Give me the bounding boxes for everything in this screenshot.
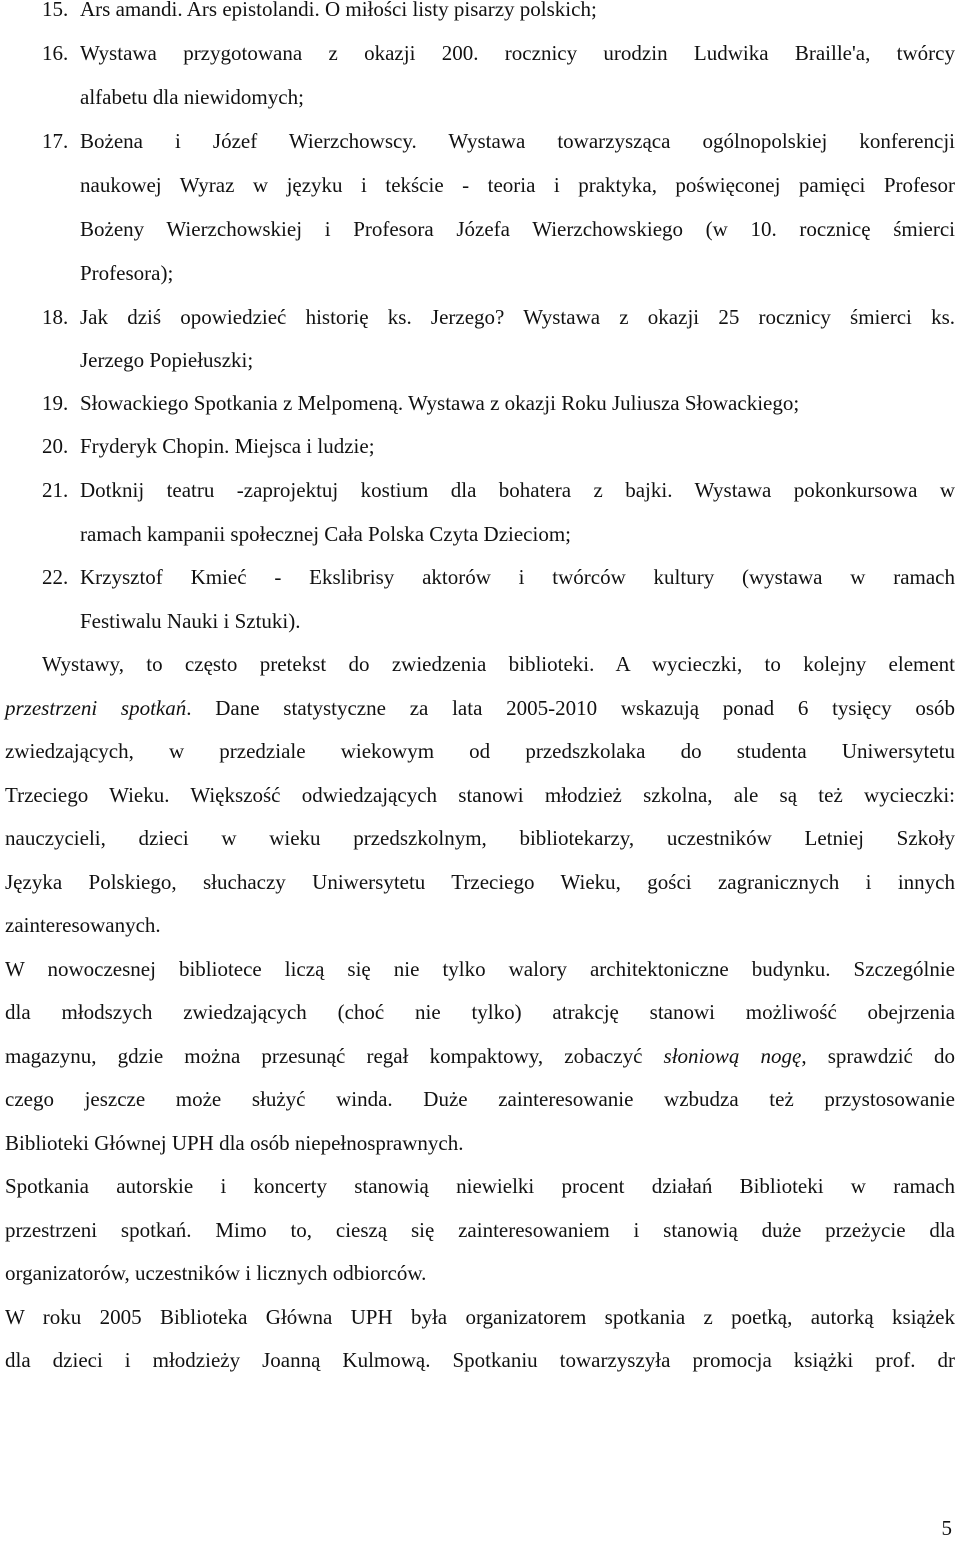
- paragraph-text: , sprawdzić do: [801, 1044, 955, 1068]
- list-text-continued: naukowej Wyraz w języku i tekście - teoria i praktyka, poświęconej pamięci Profesor: [80, 173, 955, 197]
- list-item: [42, 40, 955, 66]
- paragraph-line: Wystawy, to często pretekst do zwiedzenia biblioteki. A wycieczki, to kolejny element: [42, 652, 955, 676]
- paragraph-line: zainteresowanych.: [5, 913, 161, 937]
- list-text-continued: Jerzego Popiełuszki;: [80, 348, 254, 372]
- list-text: Krzysztof Kmieć - Ekslibrisy aktorów i twórców kultury (wystawa w ramach: [80, 565, 955, 589]
- paragraph-line: Trzeciego Wieku. Większość odwiedzających stanowi młodzież szkolna, ale są też wycieczki:: [5, 783, 955, 807]
- list-item: [42, 564, 955, 590]
- list-text: Bożena i Józef Wierzchowscy. Wystawa towarzysząca ogólnopolskiej konferencji: [80, 129, 955, 153]
- paragraph-line: Języka Polskiego, słuchaczy Uniwersytetu Trzeciego Wieku, gości zagranicznych i innych: [5, 870, 955, 894]
- paragraph-text: . Dane statystyczne za lata 2005-2010 wskazują ponad 6 tysięcy osób: [186, 696, 955, 720]
- list-text: Jak dziś opowiedzieć historię ks. Jerzego? Wystawa z okazji 25 rocznicy śmierci ks.: [80, 305, 955, 329]
- list-text: Słowackiego Spotkania z Melpomeną. Wystawa z okazji Roku Juliusza Słowackiego;: [80, 391, 800, 415]
- paragraph-line: dla młodszych zwiedzających (choć nie tylko) atrakcję stanowi możliwość obejrzenia: [5, 1000, 955, 1024]
- list-number: 19.: [42, 391, 69, 415]
- list-item: [42, 128, 955, 154]
- list-text: Wystawa przygotowana z okazji 200. rocznicy urodzin Ludwika Braille'a, twórcy: [80, 41, 955, 65]
- list-number: 15.: [42, 0, 69, 21]
- paragraph-line: przestrzeni spotkań. Mimo to, cieszą się zainteresowaniem i stanowią duże przeżycie dla: [5, 1218, 955, 1242]
- paragraph-line: [5, 695, 955, 721]
- list-number: 18.: [42, 305, 69, 329]
- italic-term: słoniową nogę: [663, 1044, 802, 1068]
- list-item: [42, 433, 375, 459]
- paragraph-line: dla dzieci i młodzieży Joanną Kulmową. Spotkaniu towarzyszyła promocja książki prof. dr: [5, 1348, 955, 1372]
- list-text: Fryderyk Chopin. Miejsca i ludzie;: [80, 434, 375, 458]
- paragraph-line: organizatorów, uczestników i licznych odbiorców.: [5, 1261, 427, 1285]
- list-text-continued: Profesora);: [80, 261, 174, 285]
- paragraph-line: W nowoczesnej bibliotece liczą się nie tylko walory architektoniczne budynku. Szczególnie: [5, 957, 955, 981]
- list-number: 17.: [42, 129, 69, 153]
- list-number: 22.: [42, 565, 69, 589]
- paragraph-line: nauczycieli, dzieci w wieku przedszkolnym, bibliotekarzy, uczestników Letniej Szkoły: [5, 826, 955, 850]
- list-text-continued: ramach kampanii społecznej Cała Polska Czyta Dzieciom;: [80, 522, 571, 546]
- list-text-continued: Festiwalu Nauki i Sztuki).: [80, 609, 301, 633]
- list-text: Ars amandi. Ars epistolandi. O miłości listy pisarzy polskich;: [80, 0, 597, 21]
- list-number: 21.: [42, 478, 69, 502]
- paragraph-line: zwiedzających, w przedziale wiekowym od przedszkolaka do studenta Uniwersytetu: [5, 739, 955, 763]
- paragraph-line: W roku 2005 Biblioteka Główna UPH była organizatorem spotkania z poetką, autorką książek: [5, 1305, 955, 1329]
- paragraph-line: Biblioteki Głównej UPH dla osób niepełnosprawnych.: [5, 1131, 464, 1155]
- list-item: [42, 477, 955, 503]
- italic-term: przestrzeni spotkań: [5, 696, 187, 720]
- paragraph-line: czego jeszcze może służyć winda. Duże zainteresowanie wzbudza też przystosowanie: [5, 1087, 955, 1111]
- list-number: 16.: [42, 41, 69, 65]
- list-number: 20.: [42, 434, 69, 458]
- paragraph-line: [5, 1043, 955, 1069]
- page-number: 5: [941, 1516, 952, 1540]
- list-item: [42, 304, 955, 330]
- list-item: [42, 0, 702, 22]
- list-text-continued: Bożeny Wierzchowskiej i Profesora Józefa Wierzchowskiego (w 10. rocznicę śmierci: [80, 217, 955, 241]
- list-text-continued: alfabetu dla niewidomych;: [80, 85, 304, 109]
- paragraph-text: magazynu, gdzie można przesunąć regał kompaktowy, zobaczyć: [5, 1044, 664, 1068]
- paragraph-line: Spotkania autorskie i koncerty stanowią niewielki procent działań Biblioteki w ramach: [5, 1174, 955, 1198]
- list-item: [42, 390, 799, 416]
- list-text: Dotknij teatru -zaprojektuj kostium dla bohatera z bajki. Wystawa pokonkursowa w: [80, 478, 955, 502]
